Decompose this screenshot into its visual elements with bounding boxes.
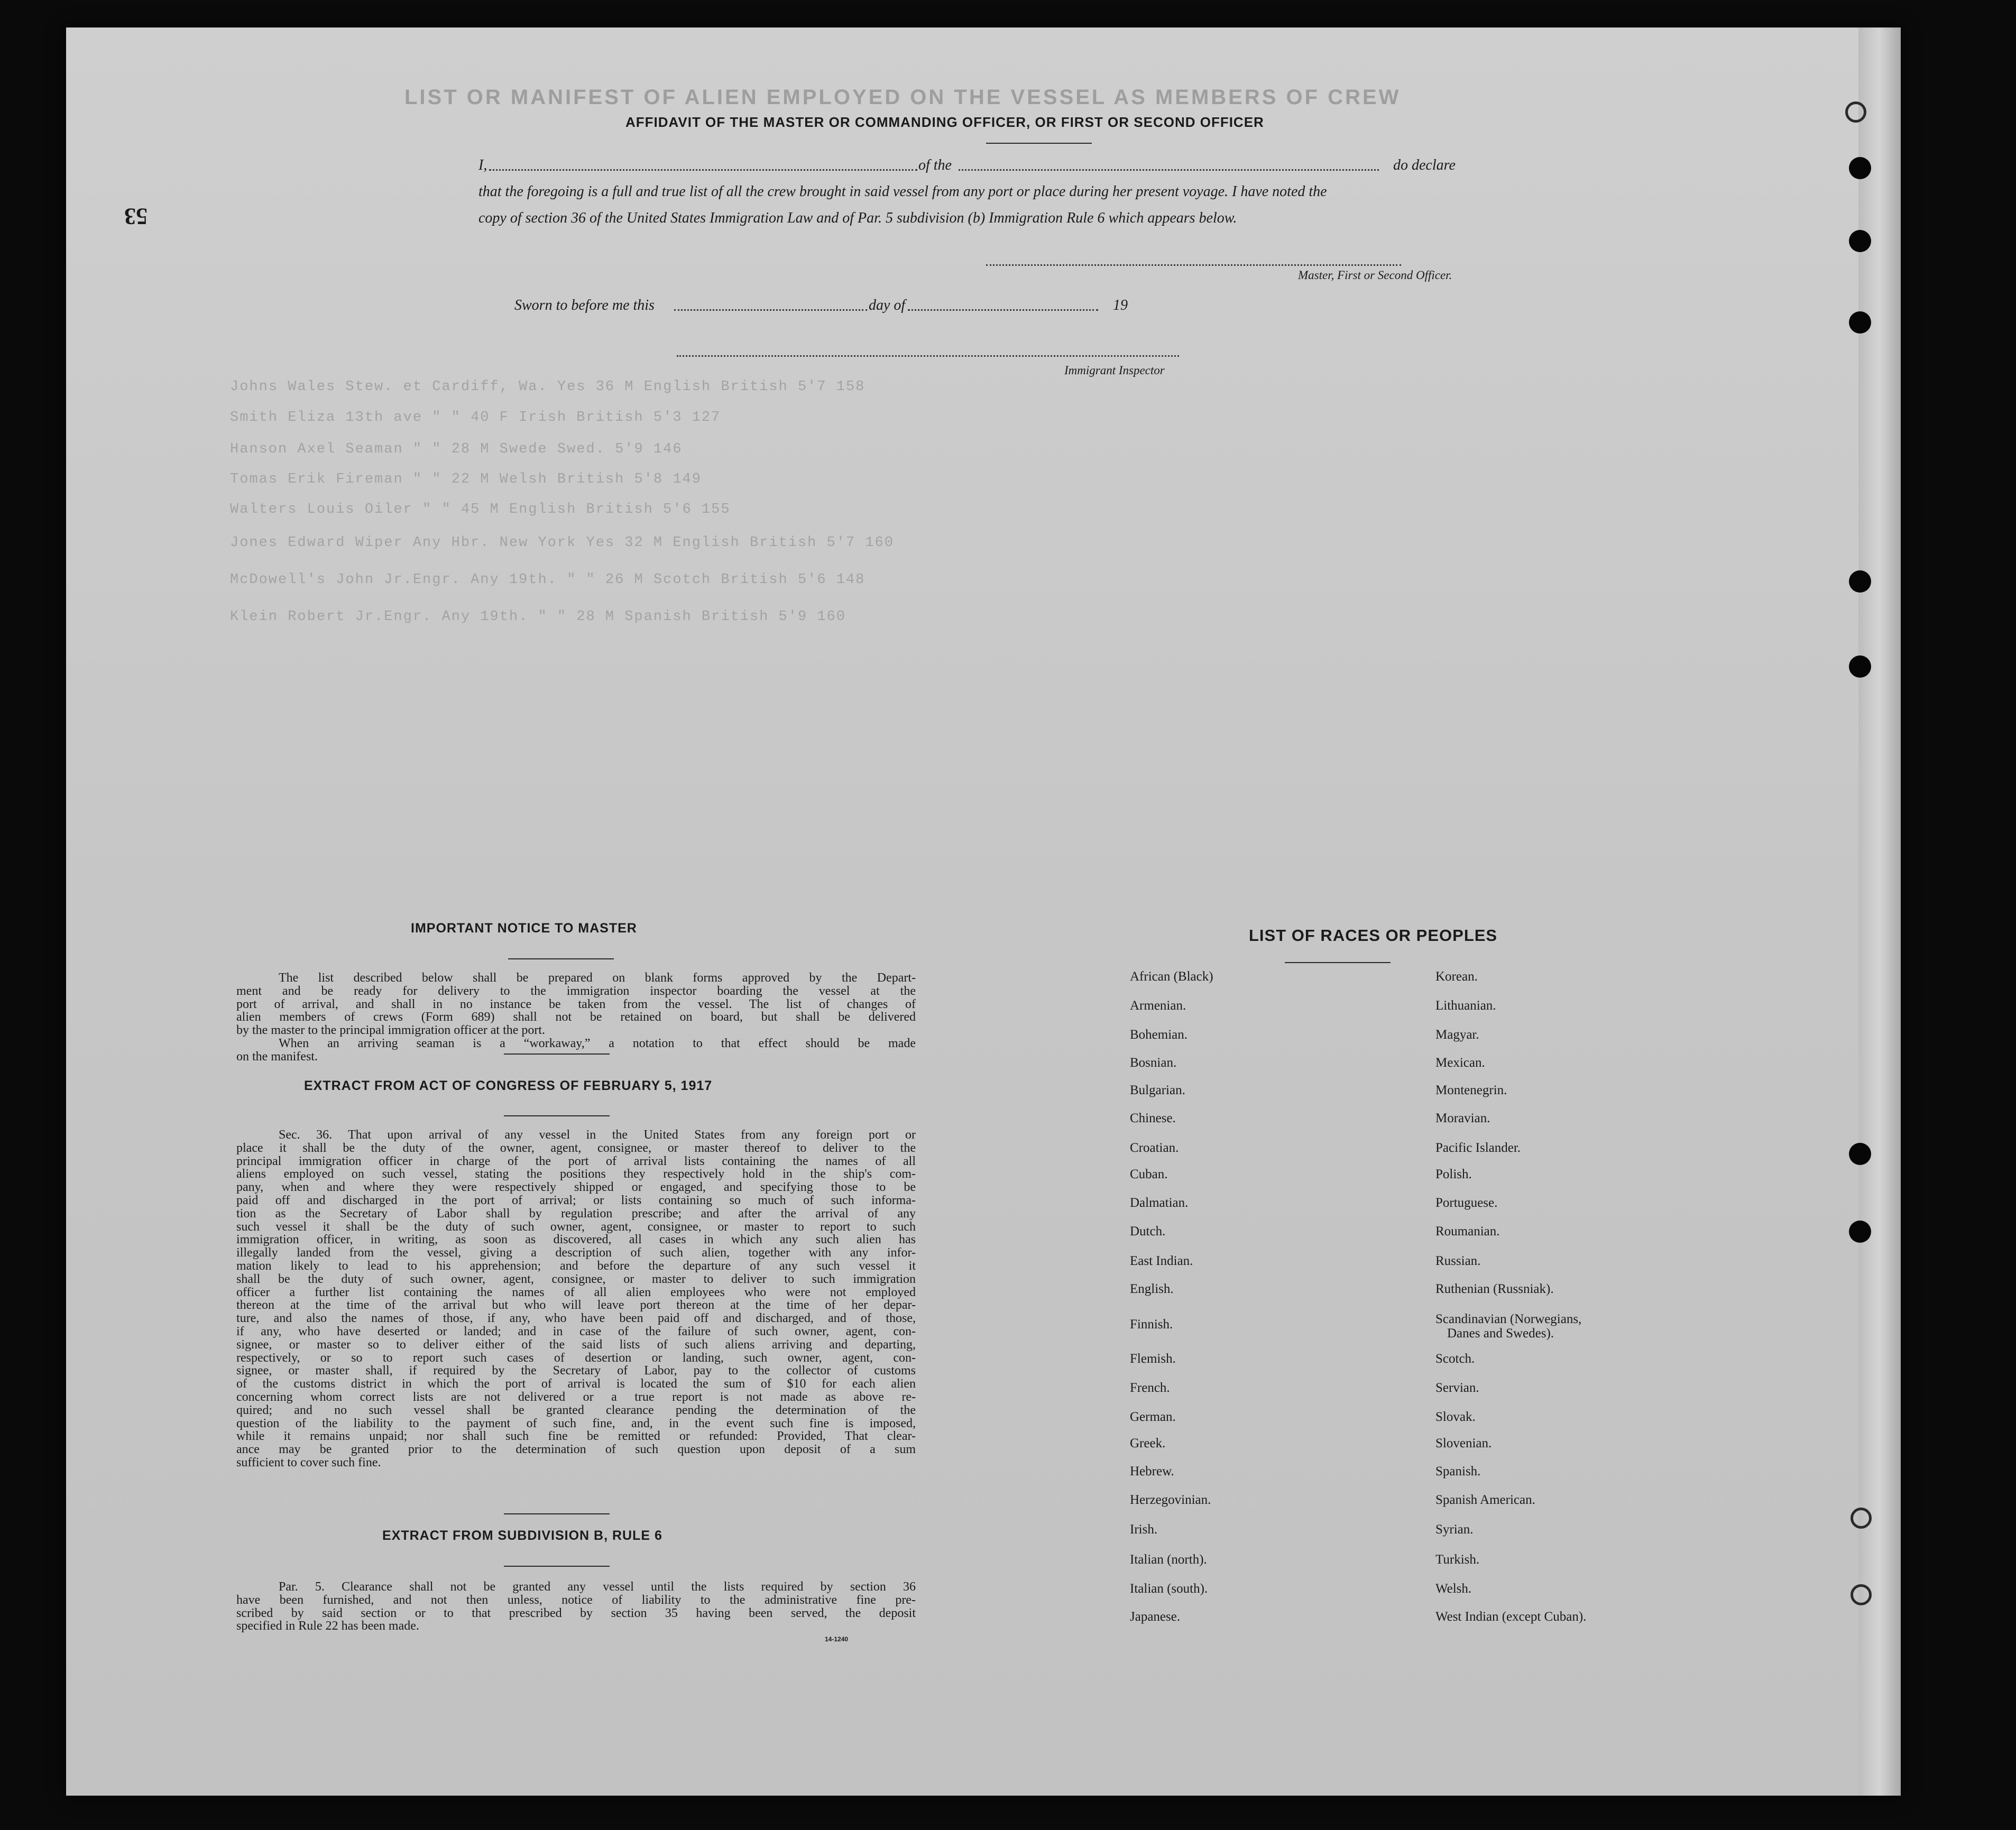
faint-crew-row: Klein Robert Jr.Engr. Any 19th. " " 28 M Spanish British 5'9 160 [230, 609, 846, 625]
race-item: Japanese. [1130, 1610, 1181, 1624]
binder-hole-icon [1851, 1584, 1872, 1605]
race-item: Portuguese. [1435, 1196, 1498, 1210]
race-item: Dalmatian. [1130, 1196, 1189, 1210]
act-rule [504, 1115, 610, 1116]
binder-hole-icon [1849, 230, 1871, 252]
act-title: EXTRACT FROM ACT OF CONGRESS OF FEBRUARY 5, 1917 [304, 1078, 713, 1093]
text-line: paid off and discharged in the port of arrival; or lists containing so much of such informa- [236, 1193, 916, 1207]
affidavit-line-2: copy of section 36 of the United States Immigration Law and of Par. 5 subdivision (b) Immigration Rule 6 which appears below. [478, 210, 1237, 226]
text-line: shall be the duty of such owner, agent, consignee, or master to deliver to such immigration [236, 1272, 916, 1286]
race-item: Croatian. [1130, 1141, 1179, 1155]
race-item: Finnish. [1130, 1317, 1173, 1332]
text-line: concerning whom correct lists are not delivered or a true report is not made as above re- [236, 1390, 916, 1404]
binder-hole-icon [1849, 1143, 1871, 1165]
text-line: scribed by said section or to that prescribed by section 35 having been served, the deposit [236, 1606, 916, 1620]
race-item: Scandinavian (Norwegians, [1435, 1312, 1582, 1326]
text-line: have been furnished, and not then unless, notice of liability to the administrative fine pre- [236, 1593, 916, 1607]
races-rule [1285, 962, 1391, 963]
title-rule [986, 143, 1092, 144]
race-item: Moravian. [1435, 1111, 1490, 1125]
text-line: respectively, or so to report such cases of desertion or landing, such owner, agent, con- [236, 1351, 916, 1365]
text-line: officer a further list containing the names of all alien employees who were not employed [236, 1285, 916, 1299]
binder-hole-icon [1849, 570, 1871, 593]
act-text [236, 1129, 916, 1469]
race-item: Bohemian. [1130, 1028, 1188, 1042]
text-line: specified in Rule 22 has been made. [236, 1619, 419, 1633]
master-signature-line [986, 264, 1401, 266]
text-line: ture, and also the names of those, if any, who have been paid off and discharged, and of those, [236, 1311, 916, 1326]
race-item: Bulgarian. [1130, 1083, 1185, 1097]
race-item: African (Black) [1130, 969, 1213, 984]
text-line: tion as the Secretary of Labor shall by regulation prescribe; and after the arrival of any [236, 1206, 916, 1221]
inspector-signature-line [677, 355, 1179, 357]
race-item: Italian (south). [1130, 1582, 1208, 1596]
text-line: immigration officer, in writing, as soon as discovered, all cases in which any such alien has [236, 1233, 916, 1247]
race-item: Lithuanian. [1435, 999, 1496, 1013]
race-item: Danes and Swedes). [1447, 1326, 1554, 1341]
text-line: of the customs district in which the port of arrival is located the sum of $10 for each alien [236, 1377, 916, 1391]
text-line: Sec. 36. That upon arrival of any vessel in the United States from any foreign port or [279, 1128, 916, 1142]
binder-hole-icon [1849, 655, 1871, 678]
race-item: Montenegrin. [1435, 1083, 1507, 1097]
race-item: Armenian. [1130, 999, 1186, 1013]
text-line: question of the liability to the payment of such fine, and, in the event such fine is imposed, [236, 1416, 916, 1430]
text-line: such vessel it shall be the duty of such owner, agent, consignee, or master to report to such [236, 1219, 916, 1234]
faint-crew-row: Walters Louis Oiler " " 45 M English British 5'6 155 [230, 502, 731, 517]
sworn-label: Sworn to before me this [514, 297, 655, 313]
form-number: 14-1240 [825, 1635, 849, 1643]
binder-hole-icon [1849, 157, 1871, 179]
binder-hole-icon [1849, 311, 1871, 334]
text-line: sufficient to cover such fine. [236, 1455, 381, 1469]
race-item: Slovak. [1435, 1410, 1476, 1424]
manifest-page [66, 27, 1901, 1796]
text-line: by the master to the principal immigration officer at the port. [236, 1023, 546, 1038]
faint-crew-row: Tomas Erik Fireman " " 22 M Welsh British 5'8 149 [230, 472, 702, 487]
sworn-day-line [674, 309, 867, 311]
race-item: Ruthenian (Russniak). [1435, 1282, 1554, 1296]
act-top-rule [504, 1053, 610, 1055]
text-line: mation likely to lead to his apprehension; and before the departure of any such vessel it [236, 1259, 916, 1273]
race-item: Flemish. [1130, 1352, 1176, 1366]
text-line: on the manifest. [236, 1049, 318, 1064]
text-line: thereon at the time of the arrival but who will leave port thereon at the time of her depar- [236, 1298, 916, 1313]
race-item: Magyar. [1435, 1028, 1479, 1042]
text-line: while it remains unpaid; nor shall such fine be remitted or refunded: Provided, That clear- [236, 1429, 916, 1444]
page-edge [1858, 27, 1901, 1796]
rule-rule [504, 1566, 610, 1567]
race-item: Korean. [1435, 969, 1478, 984]
text-line: pany, when and where they were respectively shipped or engaged, and specifying those to be [236, 1180, 916, 1195]
name-line [489, 169, 917, 171]
i-label: I, [478, 157, 487, 173]
text-line: signee, or master shall, if required by the Secretary of Labor, pay to the collector of customs [236, 1364, 916, 1378]
of-the-label: of the [918, 157, 952, 173]
race-item: Spanish. [1435, 1464, 1481, 1478]
faint-crew-row: Hanson Axel Seaman " " 28 M Swede Swed. 5'9 146 [230, 441, 683, 457]
text-line: alien members of crews (Form 689) shall not be retained on board, but shall be delivered [236, 1010, 916, 1024]
race-item: English. [1130, 1282, 1174, 1296]
race-item: Chinese. [1130, 1111, 1176, 1125]
binder-hole-icon [1851, 1508, 1872, 1529]
race-item: Roumanian. [1435, 1224, 1500, 1239]
race-item: Servian. [1435, 1381, 1479, 1395]
notice-text [236, 972, 916, 1064]
race-item: West Indian (except Cuban). [1435, 1610, 1587, 1624]
race-item: Irish. [1130, 1522, 1158, 1537]
binder-hole-icon [1845, 101, 1866, 123]
race-item: Cuban. [1130, 1167, 1168, 1181]
text-line: ance may be granted prior to the determination of such question upon deposit of a sum [236, 1443, 916, 1457]
master-label: Master, First or Second Officer. [1298, 269, 1452, 282]
race-item: Bosnian. [1130, 1056, 1177, 1070]
affidavit-title: AFFIDAVIT OF THE MASTER OR COMMANDING OFFICER, OR FIRST OR SECOND OFFICER [625, 114, 1264, 130]
faint-crew-row: Jones Edward Wiper Any Hbr. New York Yes 32 M English British 5'7 160 [230, 535, 894, 551]
race-item: East Indian. [1130, 1254, 1193, 1268]
text-line: principal immigration officer in charge of the port of arrival lists containing the names of all [236, 1154, 916, 1168]
race-item: Turkish. [1435, 1552, 1480, 1567]
race-item: Syrian. [1435, 1522, 1474, 1537]
day-of-label: day of [869, 297, 906, 313]
race-item: Italian (north). [1130, 1552, 1207, 1567]
race-item: Mexican. [1435, 1056, 1485, 1070]
rule-top-rule [504, 1513, 610, 1514]
faint-title: LIST OR MANIFEST OF ALIEN EMPLOYED ON THE VESSEL AS MEMBERS OF CREW [404, 86, 1401, 109]
vessel-line [959, 169, 1379, 171]
race-item: Spanish American. [1435, 1493, 1535, 1507]
declare-label: do declare [1393, 157, 1456, 173]
text-line: signee, or master so to deliver either of the said lists of such aliens arriving and departing, [236, 1337, 916, 1352]
text-line: The list described below shall be prepared on blank forms approved by the Depart- [279, 971, 916, 985]
races-title: LIST OF RACES OR PEOPLES [1249, 926, 1498, 945]
text-line: Par. 5. Clearance shall not be granted any vessel until the lists required by section 36 [279, 1580, 916, 1594]
race-item: German. [1130, 1410, 1176, 1424]
text-line: quired; and no such vessel shall be granted clearance pending the determination of the [236, 1403, 916, 1417]
affidavit-line-1: that the foregoing is a full and true list of all the crew brought in said vessel from any port or place during her present voyage. I have noted the [478, 183, 1327, 200]
text-line: place it shall be the duty of the owner, agent, consignee, or master thereof to deliver to the [236, 1141, 916, 1155]
race-item: Polish. [1435, 1167, 1472, 1181]
faint-crew-row: Johns Wales Stew. et Cardiff, Wa. Yes 36 M English British 5'7 158 [230, 379, 866, 395]
race-item: Greek. [1130, 1436, 1166, 1450]
faint-crew-row: Smith Eliza 13th ave " " 40 F Irish British 5'3 127 [230, 410, 721, 426]
race-item: Welsh. [1435, 1582, 1472, 1596]
race-item: Russian. [1435, 1254, 1481, 1268]
race-item: Hebrew. [1130, 1464, 1174, 1478]
sworn-month-line [908, 309, 1098, 311]
inspector-label: Immigrant Inspector [1064, 364, 1165, 377]
race-item: Dutch. [1130, 1224, 1166, 1239]
page-mark: 53 [124, 204, 148, 229]
text-line: aliens employed on such vessel, stating the positions they respectively hold in the ship's com- [236, 1167, 916, 1181]
text-line: ment and be ready for delivery to the immigration inspector boarding the vessel at the [236, 984, 916, 998]
notice-rule [508, 958, 614, 959]
text-line: When an arriving seaman is a “workaway,” a notation to that effect should be made [279, 1036, 916, 1050]
text-line: port of arrival, and shall in no instance be taken from the vessel. The list of changes of [236, 997, 916, 1011]
race-item: Slovenian. [1435, 1436, 1492, 1450]
text-line: illegally landed from the vessel, giving a description of such alien, together with any infor- [236, 1246, 916, 1260]
notice-title: IMPORTANT NOTICE TO MASTER [411, 921, 637, 936]
rule-title: EXTRACT FROM SUBDIVISION B, RULE 6 [382, 1528, 662, 1543]
rule-text [236, 1581, 916, 1633]
race-item: French. [1130, 1381, 1170, 1395]
faint-crew-row: McDowell's John Jr.Engr. Any 19th. " " 26 M Scotch British 5'6 148 [230, 572, 866, 588]
text-line: if any, who have deserted or landed; and in case of the failure of such owner, agent, con- [236, 1324, 916, 1338]
binder-hole-icon [1849, 1221, 1871, 1243]
year-label: 19 [1113, 297, 1128, 313]
race-item: Herzegovinian. [1130, 1493, 1211, 1507]
race-item: Scotch. [1435, 1352, 1475, 1366]
race-item: Pacific Islander. [1435, 1141, 1521, 1155]
